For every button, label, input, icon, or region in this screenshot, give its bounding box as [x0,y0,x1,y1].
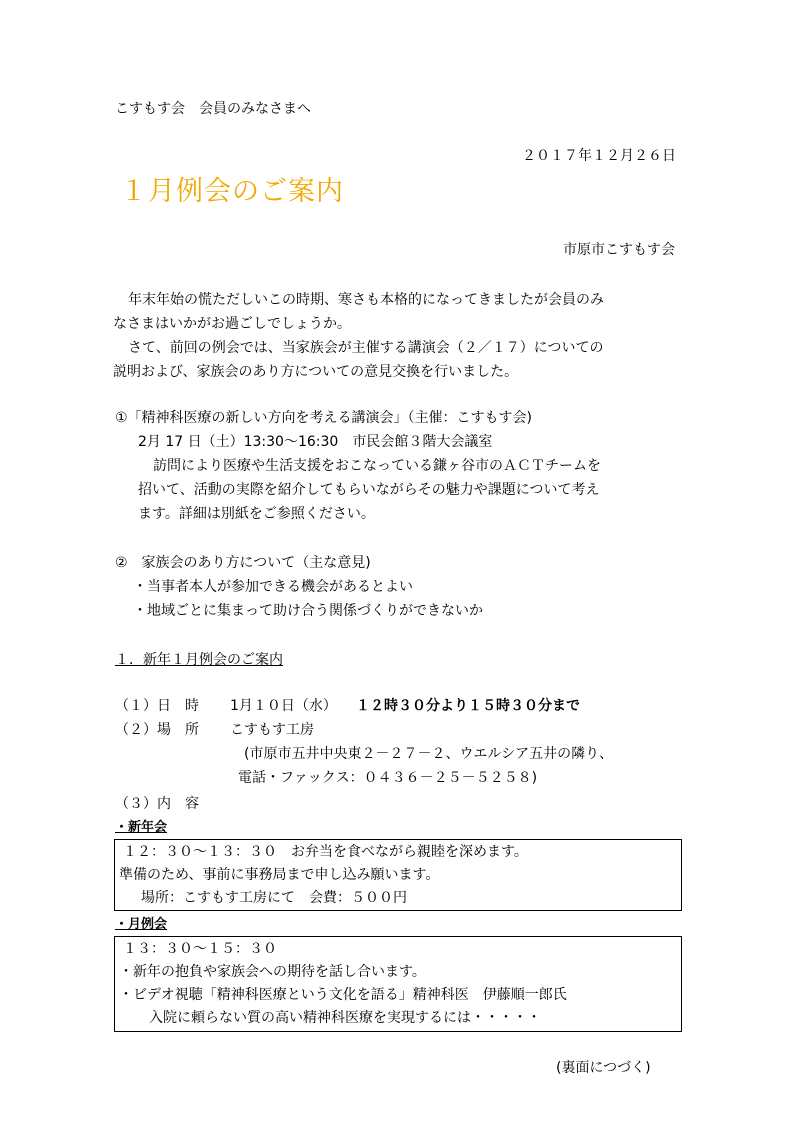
section-1-heading: １．新年１月例会のご案内 [115,652,283,668]
shinnenkai-label: ・新年会 [115,820,168,835]
place-phone: 電話・ファックス：０４３６－２５－５２５８) [238,770,538,786]
shinnenkai-line: １２：３０〜１３：３０ お弁当を食べながら親睦を深めます。 [123,844,528,860]
reikai-line: １３：３０〜１５：３０ [123,941,277,957]
shinnenkai-line: 準備のため、事前に事務局まで申し込み願います。 [119,867,440,883]
reikai-line: ・ビデオ視聴「精神科医療という文化を語る」精神科医 伊藤順一郎氏 [119,987,567,1003]
place-label: （２）場 所 [115,722,199,738]
sender: 市原市こすもす会 [563,242,675,258]
datetime-label: （１）日 時 [115,698,199,714]
place-address: (市原市五井中央東２－２７－２、ウエルシア五井の隣り、 [244,746,614,762]
shinnenkai-line: 場所：こすもす工房にて 会費：５００円 [141,890,407,906]
shinnenkai-box [114,839,682,911]
intro-line: なさまはいかがお過ごしでしょうか。 [113,316,351,332]
item-2-heading: ② 家族会のあり方について（主な意見) [115,555,371,571]
addressee: こすもす会 会員のみなさまへ [115,101,311,117]
reikai-label: ・月例会 [115,917,168,932]
datetime-time: １２時３０分より１５時３０分まで [356,698,580,714]
item-1-body: ます。詳細は別紙をご参照ください。 [138,506,375,522]
datetime-date: 1月１０日（水） [230,698,337,714]
content-label: （３）内 容 [115,796,199,812]
item-1-body: 招いて、活動の実際を紹介してもらいながらその魅力や課題について考え [138,482,600,498]
intro-line: さて、前回の例会では、当家族会が主催する講演会（２／１７）についての [128,340,604,356]
item-1-heading: ①「精神科医療の新しい方向を考える講演会」（主催：こすもす会) [115,410,533,426]
item-1-schedule: 2月 17 日（土）13:30〜16:30 市民会館３階大会議室 [138,434,493,450]
intro-line: 年末年始の慌ただしいこの時期、寒さも本格的になってきましたが会員のみ [128,292,604,308]
intro-line: 説明および、家族会のあり方についての意見交換を行いました。 [113,364,519,380]
page-title: １月例会のご案内 [120,176,344,207]
date: ２０１７年１２月２６日 [522,148,676,164]
reikai-box [114,936,682,1032]
continued-note: (裏面につづく) [556,1060,651,1076]
place-name: こすもす工房 [230,722,314,738]
item-2-opinion: ・地域ごとに集まって助け合う関係づくりができないか [133,603,483,619]
item-2-opinion: ・当事者本人が参加できる機会があるとよい [133,579,413,595]
reikai-line: 入院に頼らない質の高い精神科医療を実現するには・・・・・ [149,1010,541,1026]
item-1-body: 訪問により医療や生活支援をおこなっている鎌ヶ谷市のＡＣＴチームを [153,458,601,474]
reikai-line: ・新年の抱負や家族会への期待を話し合います。 [119,964,426,980]
